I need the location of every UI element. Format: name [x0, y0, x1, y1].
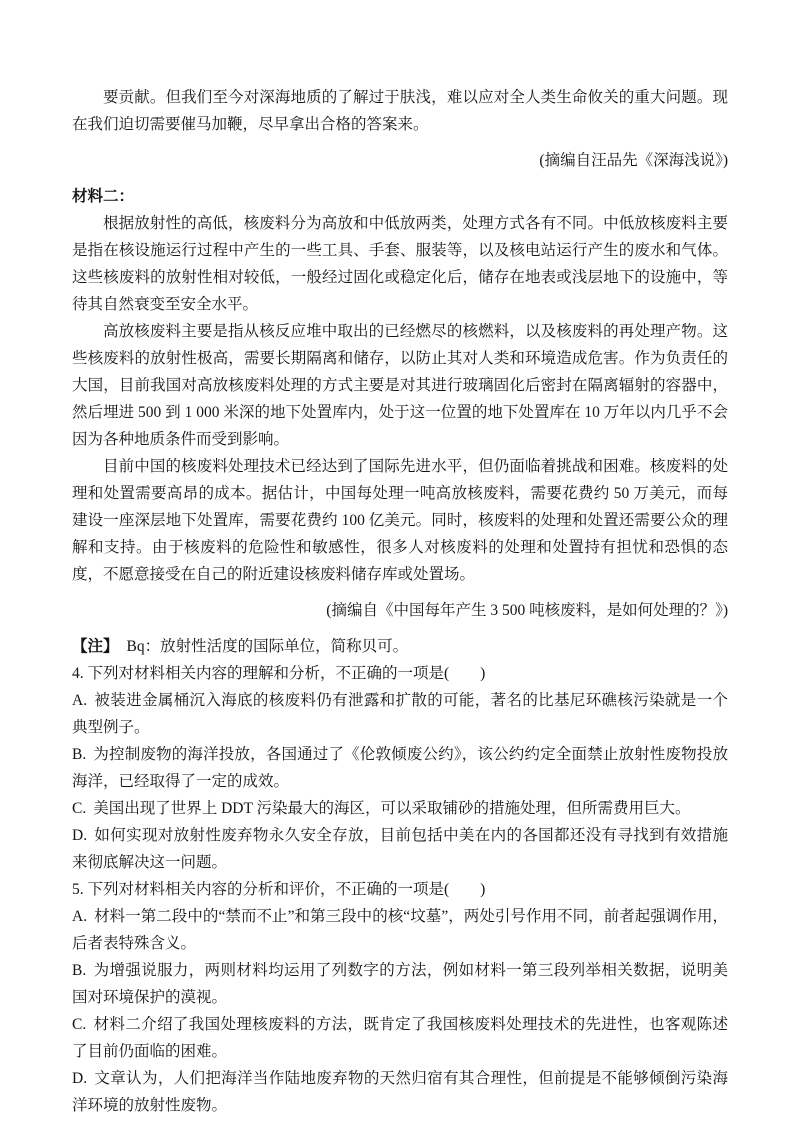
option-text: 如何实现对放射性废弃物永久安全存放，目前包括中美在内的各国都还没有寻找到有效措施来彻底解决这一问题。 [72, 827, 728, 871]
option-text: 被装进金属桶沉入海底的核废料仍有泄露和扩散的可能，著名的比基尼环礁核污染就是一个典型例子。 [72, 692, 728, 736]
question-4 [72, 660, 728, 876]
material2-paragraph-1: 根据放射性的高低，核废料分为高放和中低放两类，处理方式各有不同。中低放核废料主要是指在核设施运行过程中产生的一些工具、手套、服装等，以及核电站运行产生的废水和气体。这些核废料的放射性相对较低，一般经过固化或稳定化后，储存在地表或浅层地下的设施中，等待其自然衰变至安全水平。 [72, 215, 728, 313]
option-label: C. [72, 1016, 87, 1033]
option-text: 材料二介绍了我国处理核废料的方法，既肯定了我国核废料处理技术的先进性，也客观陈述了目前仍面临的困难。 [72, 1016, 728, 1060]
option-label: D. [72, 1070, 88, 1087]
material2-paragraph-3: 目前中国的核废料处理技术已经达到了国际先进水平，但仍面临着挑战和困难。核废料的处理和处置需要高昂的成本。据估计，中国每处理一吨高放核废料，需要花费约 50 万美元，而每建设一座深层地下处置库，需要花费约 100 亿美元。同时，核废料的处理和处置还需要公众的理解和支持。由于核废料的危险性和敏感性，很多人对核废料的处理和处置持有担忧和恐惧的态度，不愿意接受在自己的附近建设核废料储存库或处置场。 [72, 458, 728, 583]
material2-paragraph-2: 高放核废料主要是指从核反应堆中取出的已经燃尽的核燃料，以及核废料的再处理产物。这些核废料的放射性极高，需要长期隔离和储存，以防止其对人类和环境造成危害。作为负责任的大国，目前我国对高放核废料处理的方式主要是对其进行玻璃固化后密封在隔离辐射的容器中，然后埋进 500 到 1 000 米深的地下处置库内，处于这一位置的地下处置库在 10 万年以内几乎不会因为各种地质条件而受到影响。 [72, 323, 728, 448]
footnote [72, 633, 728, 660]
option-label: B. [72, 746, 87, 763]
question-4-option-c [72, 795, 728, 822]
option-text: 美国出现了世界上 DDT 污染最大的海区，可以采取铺砂的措施处理，但所需费用巨大。 [93, 800, 691, 817]
question-5-option-c [72, 1011, 728, 1065]
option-label: B. [72, 962, 87, 979]
question-5-stem: 5. 下列对材料相关内容的分析和评价，不正确的一项是( ) [72, 881, 486, 898]
question-4-stem: 4. 下列对材料相关内容的理解和分析，不正确的一项是( ) [72, 665, 486, 682]
option-label: A. [72, 908, 88, 925]
question-4-option-a [72, 687, 728, 741]
option-text: 为控制废物的海洋投放，各国通过了《伦敦倾废公约》，该公约约定全面禁止放射性废物投放海洋，已经取得了一定的成效。 [72, 746, 728, 790]
question-5-option-b [72, 957, 728, 1011]
material2-label: 材料二： [72, 188, 135, 205]
option-label: A. [72, 692, 88, 709]
question-5-option-d [72, 1065, 728, 1119]
question-5-option-a [72, 903, 728, 957]
question-4-option-d [72, 822, 728, 876]
citation-material1: (摘编自汪品先《深海浅说》) [539, 152, 728, 169]
option-label: C. [72, 800, 87, 817]
option-text: 为增强说服力，两则材料均运用了列数字的方法，例如材料一第三段列举相关数据，说明美国对环境保护的漠视。 [72, 962, 728, 1006]
footnote-text: Bq：放射性活度的国际单位，简称贝可。 [126, 638, 409, 655]
option-text: 文章认为，人们把海洋当作陆地废弃物的天然归宿有其合理性，但前提是不能够倾倒污染海洋环境的放射性废物。 [72, 1070, 728, 1114]
footnote-label: 【注】 [72, 638, 119, 655]
option-text: 材料一第二段中的“禁而不止”和第三段中的核“坟墓”，两处引号作用不同，前者起强调作用，后者表特殊含义。 [72, 908, 728, 952]
option-label: D. [72, 827, 88, 844]
question-5 [72, 876, 728, 1119]
citation-material2: (摘编自《中国每年产生 3 500 吨核废料，是如何处理的？》) [326, 602, 728, 619]
question-4-option-b [72, 741, 728, 795]
paragraph-continuation: 要贡献。但我们至今对深海地质的了解过于肤浅，难以应对全人类生命攸关的重大问题。现在我们迫切需要催马加鞭，尽早拿出合格的答案来。 [72, 89, 728, 133]
